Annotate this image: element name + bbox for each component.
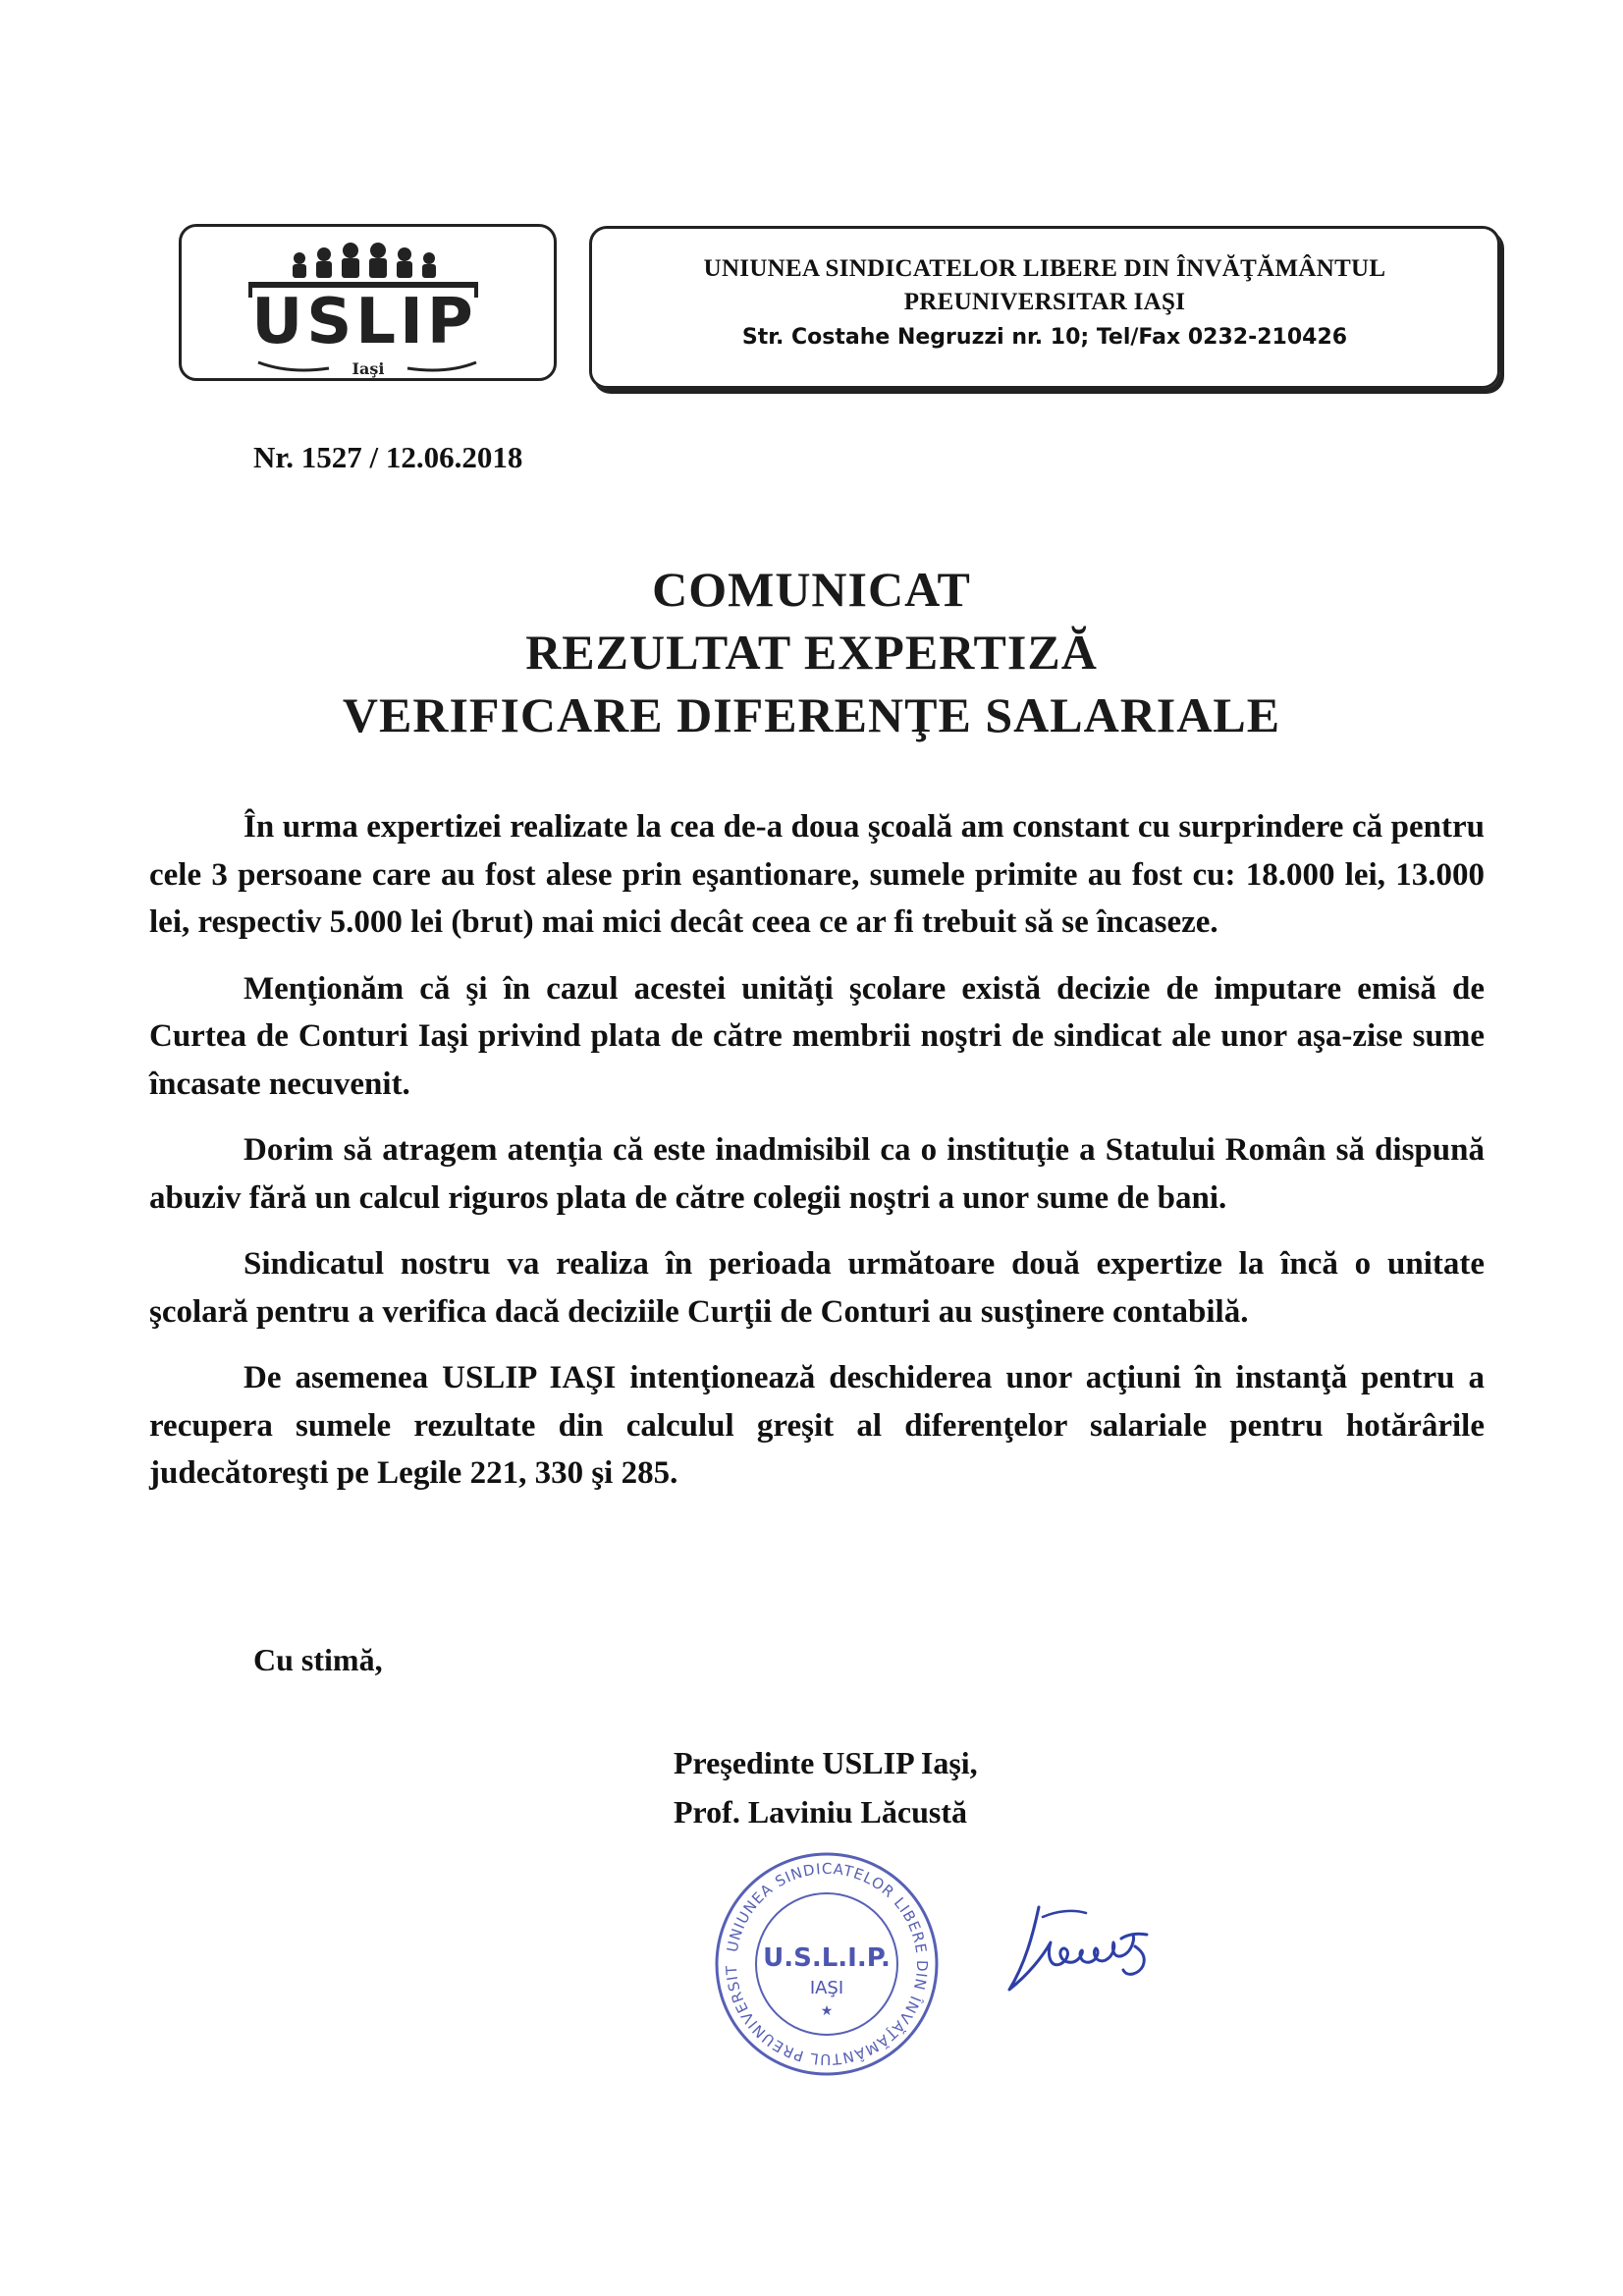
letterhead	[589, 226, 1500, 389]
stamp-city: IAŞI	[809, 1978, 844, 1998]
title-line-1: COMUNICAT	[652, 562, 971, 617]
stamp-ring-text: UNIUNEA SINDICATELOR LIBERE DIN ÎNVĂŢĂMÂNTUL PREUNIVERSIT	[722, 1859, 932, 2069]
document-body	[149, 803, 1485, 1516]
title-line-3: VERIFICARE DIFERENŢE SALARIALE	[342, 687, 1281, 742]
official-stamp	[709, 1846, 945, 2087]
org-name-line2: PREUNIVERSITAR IAŞI	[903, 289, 1186, 315]
uslip-logo-graphic	[182, 227, 560, 384]
org-address: Str. Costahe Negruzzi nr. 10; Tel/Fax 0232-210426	[741, 325, 1348, 350]
paragraph: Dorim să atragem atenţia că este inadmisibil ca o instituţie a Statului Român să dispună abuziv fără un calcul riguros plata de către colegii noştri a unor sume de bani.	[149, 1132, 1485, 1216]
signatory-role: Preşedinte USLIP Iaşi,	[674, 1745, 978, 1780]
paragraph: De asemenea USLIP IAŞI intenţionează deschiderea unor acţiuni în instanţă pentru a recupera sumele rezultate din calculul greşit al diferenţelor salariale pentru hotărârile judecătoreşti pe Legile 221, 330 şi 285.	[149, 1360, 1485, 1491]
signatory-name: Prof. Laviniu Lăcustă	[674, 1794, 967, 1830]
uslip-logo	[179, 224, 557, 381]
logo-text: USLIP	[251, 286, 477, 358]
paragraph: În urma expertizei realizate la cea de-a doua şcoală am constant cu surprindere că pentru cele 3 persoane care au fost alese prin eşantionare, sumele primite au fost cu: 18.000 lei, 13.000 lei, respectiv 5.000 lei (brut) mai mici decât ceea ce ar fi trebuit să se încaseze.	[149, 809, 1485, 940]
signature-graphic	[1000, 1895, 1176, 2003]
logo-subtext: Iaşi	[352, 359, 385, 378]
people-icon	[293, 243, 436, 278]
org-name-line1: UNIUNEA SINDICATELOR LIBERE DIN ÎNVĂŢĂMÂNTUL	[703, 255, 1386, 282]
document-title	[0, 558, 1623, 746]
closing-salutation: Cu stimă,	[253, 1642, 383, 1677]
paragraph: Menţionăm că şi în cazul acestei unităţi şcolare există decizie de imputare emisă de Curtea de Conturi Iaşi privind plata de către membrii noştri de sindicat ale unor aşa-zise sume încasate necuvenit.	[149, 970, 1485, 1102]
signatory-block	[674, 1738, 978, 1836]
stamp-star-icon: ★	[820, 2003, 834, 2019]
title-line-2: REZULTAT EXPERTIZĂ	[525, 625, 1098, 680]
stamp-center-text: U.S.L.I.P.	[763, 1943, 891, 1973]
stamp-seal	[709, 1846, 945, 2082]
document-number: Nr. 1527 / 12.06.2018	[253, 440, 523, 474]
paragraph: Sindicatul nostru va realiza în perioada următoare două expertize la încă o unitate şcolară pentru a verifica dacă deciziile Curţii de Conturi au susţinere contabilă.	[149, 1246, 1485, 1330]
handwritten-signature	[1000, 1895, 1176, 2008]
